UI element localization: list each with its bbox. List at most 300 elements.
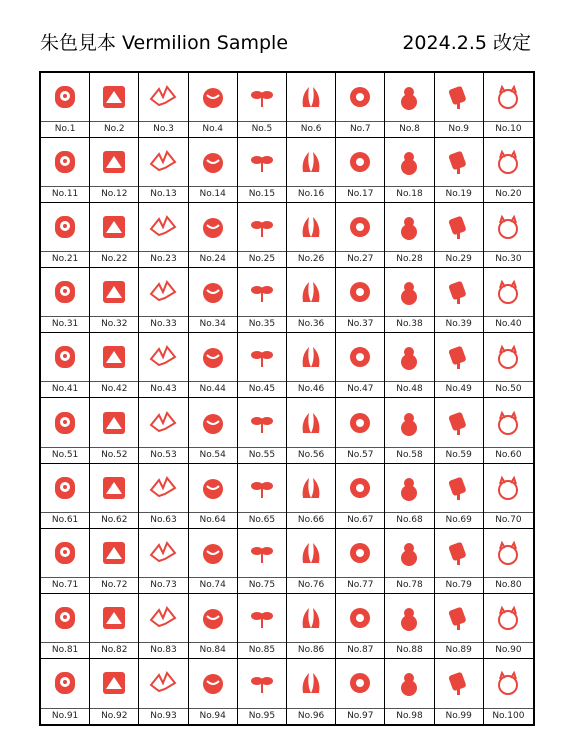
bird-branch-icon [41, 594, 89, 642]
stamp-cell [336, 138, 385, 203]
stamp-number: No.10 [484, 121, 533, 137]
stamp-number: No.91 [41, 708, 89, 724]
stamp-number: No.96 [287, 708, 335, 724]
name-tag-icon [336, 659, 384, 708]
stamp-number: No.59 [435, 447, 483, 463]
buds-icon [139, 464, 187, 512]
swallow-icon [287, 529, 335, 577]
waves-icon [139, 659, 187, 708]
stamp-cell [336, 398, 385, 463]
stamp-number: No.68 [385, 512, 433, 528]
stamp-number: No.31 [41, 316, 89, 332]
stamp-number: No.1 [41, 121, 89, 137]
bamboo-icon [287, 73, 335, 121]
stamp-number: No.32 [90, 316, 138, 332]
tote-bag-icon [238, 594, 286, 642]
stamp-number: No.72 [90, 577, 138, 593]
stamp-number: No.52 [90, 447, 138, 463]
stamp-number: No.89 [435, 642, 483, 658]
stamp-number: No.27 [336, 251, 384, 267]
cake-icon [435, 268, 483, 316]
stamp-number: No.67 [336, 512, 384, 528]
fern-icon [90, 529, 138, 577]
stamp-number: No.20 [484, 186, 533, 202]
shoes-icon [287, 594, 335, 642]
whale-icon [484, 594, 533, 642]
page-title: 朱色見本 Vermilion Sample [40, 32, 289, 54]
stamp-number: No.54 [189, 447, 237, 463]
stamp-number: No.6 [287, 121, 335, 137]
stamp-cell [139, 594, 188, 659]
stamp-cell [41, 594, 90, 659]
stamp-number: No.66 [287, 512, 335, 528]
teapot-icon [336, 333, 384, 381]
dove-icon [336, 529, 384, 577]
stamp-cell [189, 659, 238, 724]
stamp-cell [139, 203, 188, 268]
stamp-cell [484, 73, 533, 138]
stamp-cell [90, 398, 139, 463]
stamp-number: No.92 [90, 708, 138, 724]
stamp-cell [287, 464, 336, 529]
stamp-number: No.44 [189, 381, 237, 397]
stamp-cell [385, 268, 434, 333]
hydrangea-icon [189, 464, 237, 512]
scroll-icon [238, 659, 286, 708]
clover-icon [238, 398, 286, 446]
stamp-cell [139, 268, 188, 333]
stamp-number: No.30 [484, 251, 533, 267]
stamp-number: No.86 [287, 642, 335, 658]
pastry-icon [238, 268, 286, 316]
stamp-number: No.38 [385, 316, 433, 332]
quill-icon [189, 659, 237, 708]
stamp-number: No.48 [385, 381, 433, 397]
stamp-number: No.87 [336, 642, 384, 658]
stamp-cell [435, 594, 484, 659]
stamp-cell [435, 203, 484, 268]
lucky-bag-icon [189, 73, 237, 121]
leaf-branch-icon [41, 529, 89, 577]
lion-icon [139, 138, 187, 186]
cupcake-icon [484, 268, 533, 316]
tulips-icon [435, 398, 483, 446]
stamp-cell [189, 398, 238, 463]
stamp-cell [336, 73, 385, 138]
stamp-cell [238, 594, 287, 659]
stamp-number: No.79 [435, 577, 483, 593]
stamp-cell [484, 268, 533, 333]
roses-icon [435, 464, 483, 512]
jam-jar-icon [336, 268, 384, 316]
sailboat-icon [385, 203, 433, 251]
stamp-cell [287, 659, 336, 724]
stamp-number: No.74 [189, 577, 237, 593]
stamp-number: No.3 [139, 121, 187, 137]
stamp-cell [139, 529, 188, 594]
stamp-number: No.41 [41, 381, 89, 397]
stamp-cell [484, 138, 533, 203]
bunny-icon [90, 333, 138, 381]
stamp-number: No.51 [41, 447, 89, 463]
stamp-cell [484, 203, 533, 268]
stamp-cell [238, 333, 287, 398]
stamp-number: No.99 [435, 708, 483, 724]
stamp-number: No.65 [238, 512, 286, 528]
stamp-cell [336, 529, 385, 594]
stamp-number: No.11 [41, 186, 89, 202]
stamp-number: No.53 [139, 447, 187, 463]
stamp-number: No.42 [90, 381, 138, 397]
mug-icon [385, 333, 433, 381]
girl-flower-icon [336, 203, 384, 251]
stamp-cell [484, 464, 533, 529]
stamp-cell [90, 333, 139, 398]
stamp-number: No.28 [385, 251, 433, 267]
house-icon [336, 138, 384, 186]
stamp-cell [435, 333, 484, 398]
stamp-cell [238, 398, 287, 463]
stamp-number: No.16 [287, 186, 335, 202]
stamp-number: No.9 [435, 121, 483, 137]
stamp-cell [484, 594, 533, 659]
lavender-icon [336, 464, 384, 512]
stamp-cell [484, 398, 533, 463]
book-icon [385, 594, 433, 642]
battledore-icon [435, 73, 483, 121]
stamp-grid [39, 71, 535, 726]
stamp-cell [287, 529, 336, 594]
stamp-cell [41, 333, 90, 398]
cookie-icon [385, 268, 433, 316]
stamp-number: No.34 [189, 316, 237, 332]
bunny-dress-icon [139, 333, 187, 381]
stamp-number: No.93 [139, 708, 187, 724]
bouquet-icon [238, 464, 286, 512]
fish-icon [385, 529, 433, 577]
boy-face-icon [484, 138, 533, 186]
stamp-cell [139, 659, 188, 724]
stamp-number: No.63 [139, 512, 187, 528]
flower-stem-icon [336, 398, 384, 446]
stamp-cell [189, 529, 238, 594]
curly-girl-icon [435, 138, 483, 186]
stamp-cell [90, 73, 139, 138]
stamp-number: No.13 [139, 186, 187, 202]
stamp-cell [336, 464, 385, 529]
stamp-cell [385, 464, 434, 529]
daruma-icon [41, 73, 89, 121]
stamp-number: No.78 [385, 577, 433, 593]
stamp-number: No.18 [385, 186, 433, 202]
stamp-cell [90, 529, 139, 594]
stamp-cell [287, 73, 336, 138]
stamp-number: No.43 [139, 381, 187, 397]
stamp-cell [435, 73, 484, 138]
stamp-number: No.37 [336, 316, 384, 332]
curly-child-icon [139, 203, 187, 251]
revision-date: 2024.2.5 改定 [402, 32, 531, 54]
stamp-number: No.80 [484, 577, 533, 593]
bird-icon [90, 138, 138, 186]
stamp-number: No.71 [41, 577, 89, 593]
robot-icon [287, 138, 335, 186]
sparrow-icon [484, 529, 533, 577]
daruma-doll-icon [484, 659, 533, 708]
rabbit-icon [41, 138, 89, 186]
peach-icon [41, 268, 89, 316]
tulip-icon [287, 464, 335, 512]
stamp-number: No.15 [238, 186, 286, 202]
stamp-number: No.94 [189, 708, 237, 724]
owl-box-icon [385, 659, 433, 708]
stamp-cell [435, 138, 484, 203]
soccer-ball-icon [90, 268, 138, 316]
stamp-number: No.24 [189, 251, 237, 267]
stamp-cell [90, 138, 139, 203]
stamp-number: No.19 [435, 186, 483, 202]
stamp-number: No.46 [287, 381, 335, 397]
stamp-cell [41, 529, 90, 594]
stamp-number: No.39 [435, 316, 483, 332]
stamp-number: No.40 [484, 316, 533, 332]
stamp-cell [484, 333, 533, 398]
stamp-cell [90, 268, 139, 333]
stamp-cell [90, 594, 139, 659]
doll-icon [287, 203, 335, 251]
stamp-cell [189, 333, 238, 398]
stamp-number: No.61 [41, 512, 89, 528]
stamp-number: No.88 [385, 642, 433, 658]
wheat-icon [41, 464, 89, 512]
octopus-icon [435, 333, 483, 381]
stamp-number: No.69 [435, 512, 483, 528]
stamp-cell [385, 203, 434, 268]
stamp-cell [41, 73, 90, 138]
coffee-maker-icon [287, 333, 335, 381]
octopus-wave-icon [484, 333, 533, 381]
stamp-cell [139, 73, 188, 138]
stamp-cell [139, 138, 188, 203]
penguin-icon [238, 203, 286, 251]
stamp-cell [238, 203, 287, 268]
stamp-cell [435, 529, 484, 594]
stamp-cell [336, 594, 385, 659]
carnation-icon [484, 398, 533, 446]
camera-icon [484, 203, 533, 251]
stamp-number: No.97 [336, 708, 384, 724]
stamp-cell [435, 398, 484, 463]
pencil-icon [287, 659, 335, 708]
stamp-number: No.75 [238, 577, 286, 593]
stamp-number: No.22 [90, 251, 138, 267]
stamp-number: No.26 [287, 251, 335, 267]
hat-icon [139, 594, 187, 642]
stamp-number: No.58 [385, 447, 433, 463]
stamp-number: No.85 [238, 642, 286, 658]
gourd-icon [385, 73, 433, 121]
stamp-cell [139, 333, 188, 398]
flowers-icon [385, 398, 433, 446]
stamp-cell [189, 268, 238, 333]
rice-bowl-icon [41, 398, 89, 446]
stamp-number: No.55 [238, 447, 286, 463]
stamp-number: No.7 [336, 121, 384, 137]
stamp-number: No.23 [139, 251, 187, 267]
stamp-cell [90, 464, 139, 529]
stamp-number: No.84 [189, 642, 237, 658]
plum-blossom-icon [336, 73, 384, 121]
stamp-number: No.21 [41, 251, 89, 267]
stamp-number: No.73 [139, 577, 187, 593]
stamp-number: No.100 [484, 708, 533, 724]
stamp-number: No.98 [385, 708, 433, 724]
stamp-cell [385, 594, 434, 659]
stamp-cell [287, 398, 336, 463]
berries-icon [139, 529, 187, 577]
stamp-number: No.45 [238, 381, 286, 397]
chef-icon [189, 203, 237, 251]
stamp-number: No.2 [90, 121, 138, 137]
stamp-cell [435, 659, 484, 724]
mount-fuji-icon [90, 73, 138, 121]
stamp-cell [287, 333, 336, 398]
child-face-icon [41, 203, 89, 251]
stamp-cell [385, 529, 434, 594]
stamp-cell [189, 73, 238, 138]
stamp-cell [385, 398, 434, 463]
hen-icon [435, 529, 483, 577]
stamp-number: No.5 [238, 121, 286, 137]
sweater-icon [189, 594, 237, 642]
coffee-beans-icon [238, 333, 286, 381]
stamp-number: No.83 [139, 642, 187, 658]
poppy-icon [90, 464, 138, 512]
stamp-number: No.77 [336, 577, 384, 593]
stamp-cell [336, 659, 385, 724]
stamp-cell [139, 464, 188, 529]
stamp-cell [189, 138, 238, 203]
girl-face-icon [385, 138, 433, 186]
stamp-cell [41, 138, 90, 203]
bird-flying-icon [90, 594, 138, 642]
stamp-cell [385, 138, 434, 203]
stamp-number: No.8 [385, 121, 433, 137]
stamp-cell [287, 203, 336, 268]
stamp-cell [41, 464, 90, 529]
page-header [0, 0, 583, 70]
stamp-cell [238, 138, 287, 203]
mouse-icon [189, 138, 237, 186]
stamp-number: No.36 [287, 316, 335, 332]
stamp-cell [385, 659, 434, 724]
stamp-number: No.33 [139, 316, 187, 332]
stamp-number: No.95 [238, 708, 286, 724]
stamp-number: No.56 [287, 447, 335, 463]
stamp-number: No.12 [90, 186, 138, 202]
stamp-number: No.35 [238, 316, 286, 332]
stamp-number: No.64 [189, 512, 237, 528]
stamp-cell [90, 203, 139, 268]
flower-icon [287, 398, 335, 446]
stamp-cell [41, 659, 90, 724]
stamp-cell [189, 464, 238, 529]
stamp-cell [189, 594, 238, 659]
stamp-cell [238, 529, 287, 594]
stamp-number: No.90 [484, 642, 533, 658]
stamp-number: No.49 [435, 381, 483, 397]
bag-icon [435, 203, 483, 251]
mushrooms-icon [484, 464, 533, 512]
stamp-cell [336, 333, 385, 398]
stamp-cell [385, 333, 434, 398]
stamp-cell [189, 203, 238, 268]
stamp-number: No.57 [336, 447, 384, 463]
stamp-cell [238, 659, 287, 724]
stamp-cell [484, 659, 533, 724]
stamp-number: No.4 [189, 121, 237, 137]
bread-icon [189, 268, 237, 316]
stamp-cell [287, 138, 336, 203]
stamp-number: No.70 [484, 512, 533, 528]
noodles-icon [139, 398, 187, 446]
stamp-number: No.60 [484, 447, 533, 463]
stamp-cell [41, 398, 90, 463]
stamp-cell [336, 268, 385, 333]
stamp-cell [41, 268, 90, 333]
stamp-cell [139, 398, 188, 463]
pine-icon [238, 73, 286, 121]
toast-icon [287, 268, 335, 316]
stamp-number: No.17 [336, 186, 384, 202]
stamp-cell [41, 203, 90, 268]
cat-face-icon [484, 73, 533, 121]
girl-bow-icon [90, 203, 138, 251]
sushi-icon [90, 398, 138, 446]
leaves-icon [189, 529, 237, 577]
tiger-icon [238, 138, 286, 186]
stamp-number: No.25 [238, 251, 286, 267]
stamp-number: No.29 [435, 251, 483, 267]
ink-bottle-icon [90, 659, 138, 708]
stamp-cell [238, 464, 287, 529]
stamp-cell [90, 659, 139, 724]
stamp-cell [287, 268, 336, 333]
stamp-number: No.47 [336, 381, 384, 397]
oden-icon [189, 398, 237, 446]
stamp-number: No.62 [90, 512, 138, 528]
pizza-icon [139, 268, 187, 316]
butterfly-icon [238, 529, 286, 577]
bouquet-wrap-icon [336, 594, 384, 642]
stamp-number: No.81 [41, 642, 89, 658]
stamp-cell [435, 464, 484, 529]
owl-icon [435, 594, 483, 642]
stamp-cell [484, 529, 533, 594]
bear-icon [189, 333, 237, 381]
paper-crane-icon [139, 73, 187, 121]
stamp-number: No.14 [189, 186, 237, 202]
owl-glasses-icon [435, 659, 483, 708]
stamp-cell [336, 203, 385, 268]
stamp-number: No.76 [287, 577, 335, 593]
stamp-cell [238, 73, 287, 138]
letter-icon [41, 659, 89, 708]
stamp-cell [435, 268, 484, 333]
stamp-cell [385, 73, 434, 138]
stamp-cell [287, 594, 336, 659]
stamp-number: No.50 [484, 381, 533, 397]
